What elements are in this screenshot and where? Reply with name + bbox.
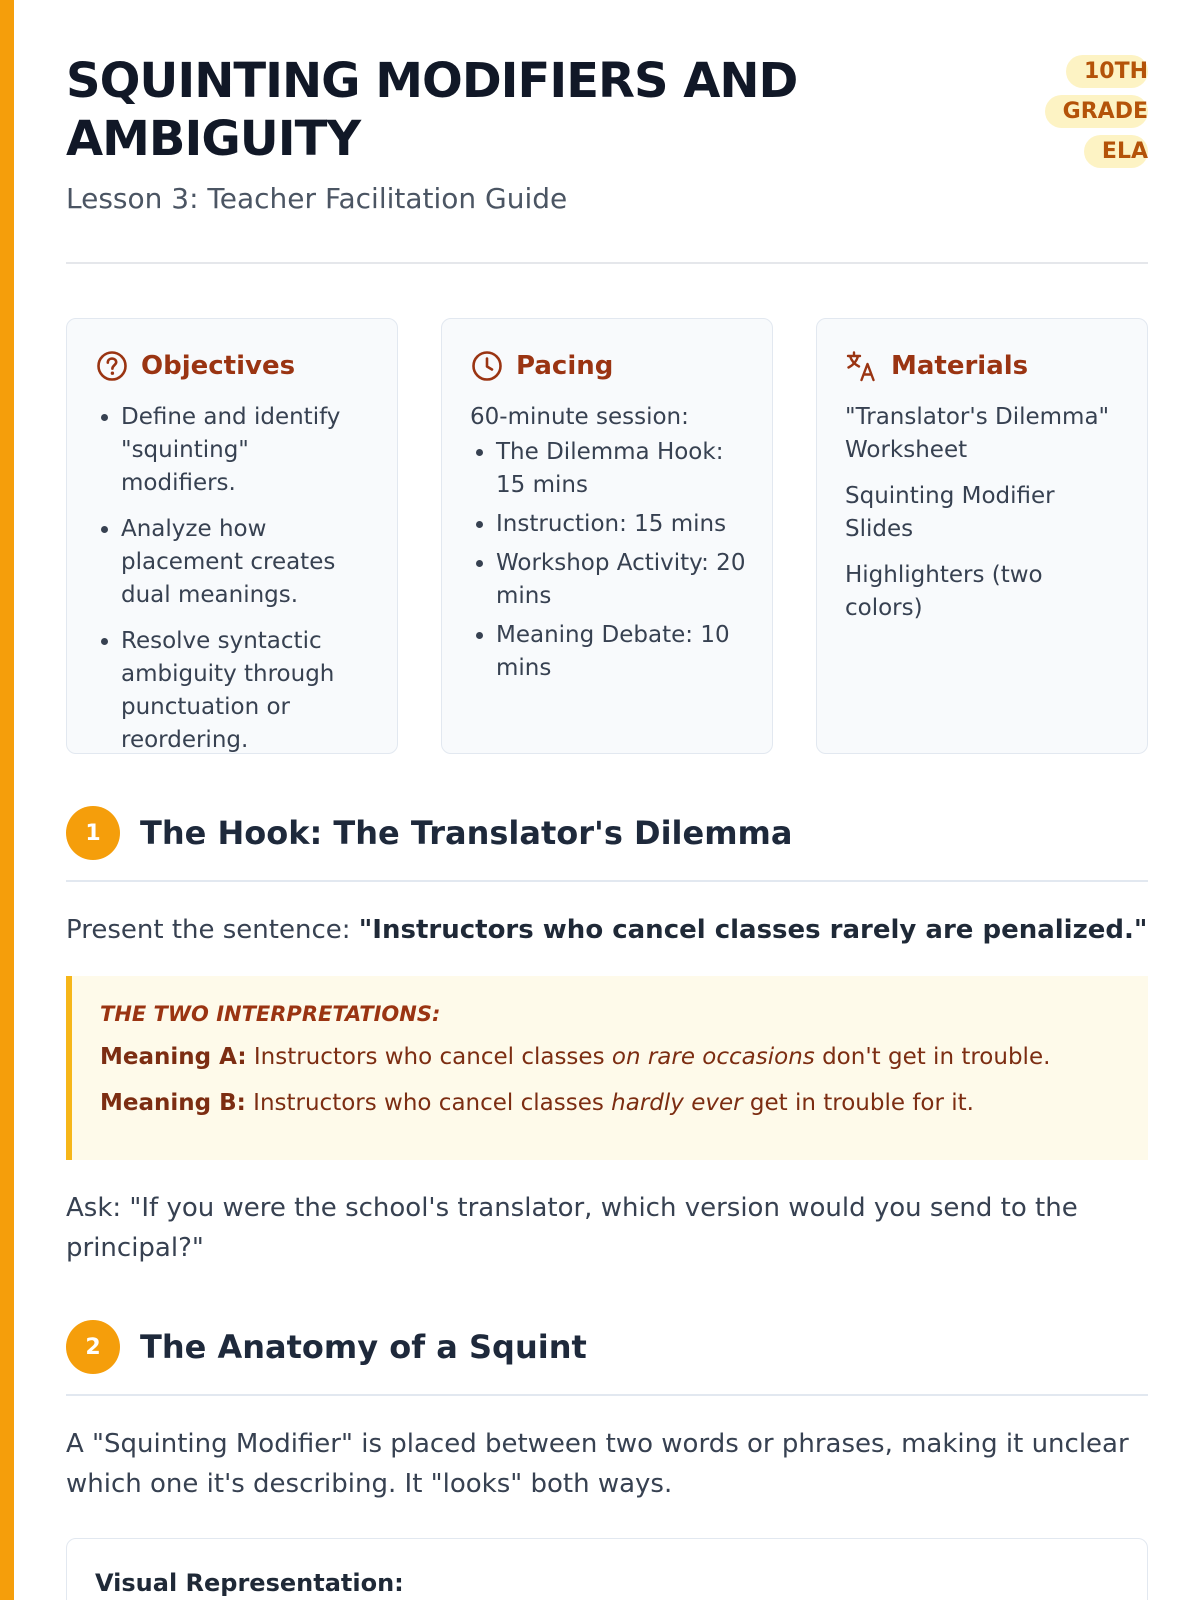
- info-cards: [66, 318, 1148, 754]
- objective-item: • Define and identify "squinting" modifiers.: [121, 401, 371, 500]
- section-2-title: The Anatomy of a Squint: [140, 1328, 587, 1366]
- meaning-b-post: get in trouble for it.: [749, 1090, 974, 1116]
- pacing-item: • Meaning Debate: 10 mins: [496, 619, 746, 685]
- pacing-intro: 60-minute session:: [470, 404, 689, 430]
- ask-prompt: Ask: "If you were the school's translator, which version would you send to the principal?": [66, 1193, 1078, 1263]
- step-number-1: 1: [66, 806, 120, 860]
- section-2-header: [66, 1320, 1148, 1396]
- pacing-item: • Instruction: 15 mins: [496, 508, 746, 541]
- meaning-a: [100, 1040, 1118, 1074]
- objective-item: • Analyze how placement creates dual meanings.: [121, 513, 371, 612]
- materials-title: Materials: [891, 351, 1029, 381]
- objectives-card: [66, 318, 398, 754]
- meaning-b: [100, 1086, 1118, 1120]
- meaning-b-pre: Instructors who cancel classes: [253, 1090, 604, 1116]
- material-item: Highlighters (two colors): [845, 562, 1043, 621]
- objectives-header: [95, 349, 371, 383]
- meaning-a-pre: Instructors who cancel classes: [253, 1044, 605, 1070]
- grade-badge: [983, 52, 1148, 172]
- callout-label: THE TWO INTERPRETATIONS:: [100, 1002, 441, 1026]
- question-circle-icon: [95, 349, 129, 383]
- pacing-list: [470, 436, 746, 685]
- present-prefix: Present the sentence:: [66, 915, 351, 945]
- translate-icon: [845, 349, 879, 383]
- pacing-item: • Workshop Activity: 20 mins: [496, 547, 746, 613]
- section-1-header: [66, 806, 1148, 882]
- objectives-list: [95, 401, 371, 757]
- pacing-title: Pacing: [516, 351, 614, 381]
- section-1-title: The Hook: The Translator's Dilemma: [140, 814, 793, 852]
- page-subtitle: Lesson 3: Teacher Facilitation Guide: [66, 182, 568, 215]
- interpretations-callout: [66, 976, 1148, 1160]
- clock-icon: [470, 349, 504, 383]
- lesson-guide: [66, 0, 1148, 1600]
- grade-badge-line1: 10TH GRADE: [1045, 55, 1148, 128]
- material-item: "Translator's Dilemma" Worksheet: [845, 404, 1110, 463]
- material-item: Squinting Modifier Slides: [845, 483, 1055, 542]
- objective-item: • Resolve syntactic ambiguity through punctuation or reordering.: [121, 625, 371, 757]
- present-sentence: [66, 910, 1148, 950]
- squint-definition: A "Squinting Modifier" is placed between two words or phrases, making it unclear which one it's describing. It "looks" both ways.: [66, 1429, 1129, 1499]
- objectives-title: Objectives: [141, 351, 296, 381]
- step-number-2: 2: [66, 1320, 120, 1374]
- meaning-a-post: don't get in trouble.: [822, 1044, 1051, 1070]
- grade-badge-line2: ELA: [1084, 135, 1148, 168]
- meaning-a-label: Meaning A:: [100, 1044, 247, 1070]
- visual-representation-box: [66, 1538, 1148, 1600]
- example-sentence: "Instructors who cancel classes rarely are penalized.": [358, 915, 1148, 945]
- meaning-b-label: Meaning B:: [100, 1090, 246, 1116]
- meaning-b-emphasis: hardly ever: [611, 1090, 743, 1116]
- pacing-header: [470, 349, 746, 383]
- materials-header: [845, 349, 1121, 383]
- page-header: [66, 0, 1148, 264]
- pacing-card: [441, 318, 773, 754]
- page-title: SQUINTING MODIFIERS AND AMBIGUITY: [66, 53, 798, 167]
- materials-card: [816, 318, 1148, 754]
- pacing-item: • The Dilemma Hook: 15 mins: [496, 436, 746, 502]
- visual-representation-title: Visual Representation:: [95, 1569, 404, 1597]
- meaning-a-emphasis: on rare occasions: [611, 1044, 815, 1070]
- accent-bar: [0, 0, 14, 1600]
